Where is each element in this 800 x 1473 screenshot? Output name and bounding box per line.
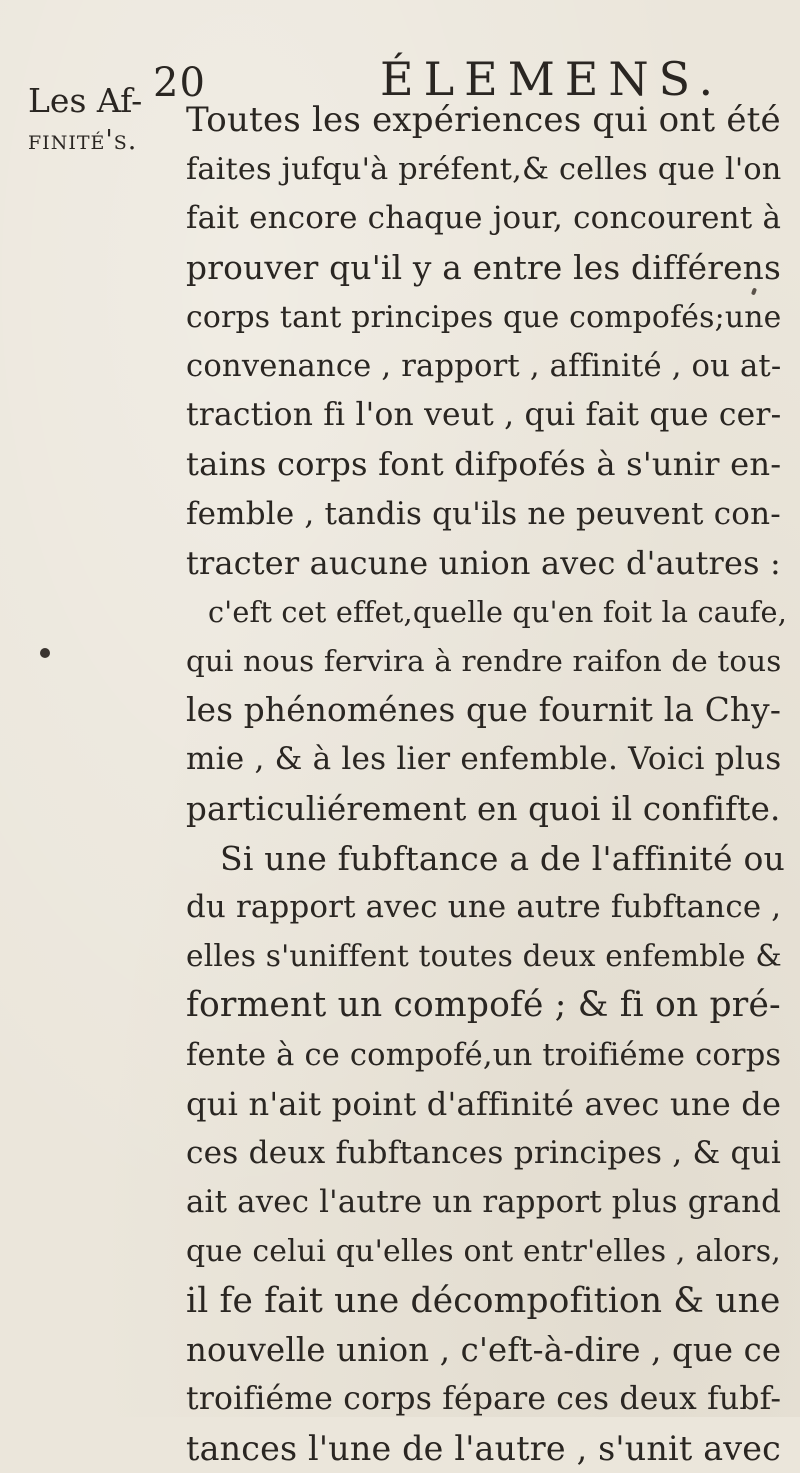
text-line: fait encore chaque jour, concourent à	[186, 200, 782, 237]
text-line: corps tant principes que compofés;une	[186, 299, 782, 335]
text-line: les phénoménes que fournit la Chy-	[186, 691, 782, 730]
marginal-note-line: finité's.	[28, 124, 138, 156]
text-line: mie , & à les lier enfemble. Voici plus	[186, 741, 782, 778]
text-line: Toutes les expériences qui ont été	[186, 100, 781, 140]
text-line: particuliérement en quoi il confifte.	[186, 789, 781, 828]
text-line: qui nous fervira à rendre raifon de tous	[186, 644, 782, 679]
text-line: ait avec l'autre un rapport plus grand	[186, 1184, 782, 1221]
page-number: 20	[153, 60, 206, 106]
body-text	[186, 96, 786, 1473]
paragraph-start-line: Si une fubftance a de l'affinité ou	[220, 838, 785, 878]
marginal-note	[28, 82, 143, 157]
text-line: convenance , rapport , affinité , ou at-	[186, 348, 782, 384]
text-line: fente à ce compofé,un troifiéme corps	[186, 1037, 782, 1073]
text-line: faites jufqu'à préfent,& celles que l'on	[186, 152, 782, 188]
text-line: tances l'une de l'autre , s'unit avec	[186, 1429, 782, 1469]
text-line: tains corps font difpofés à s'unir en-	[186, 445, 782, 484]
text-line: qui n'ait point d'affinité avec une de	[186, 1084, 782, 1123]
text-line: forment un compofé ; & fi on pré-	[186, 985, 781, 1026]
text-line: troifiéme corps fépare ces deux fubf-	[186, 1380, 782, 1417]
text-line: elles s'uniffent toutes deux enfemble &	[186, 939, 782, 974]
marginal-note-line: Les Af-	[28, 81, 143, 120]
text-line: ces deux fubftances principes , & qui	[186, 1134, 782, 1171]
text-line: traction fi l'on veut , qui fait que cer-	[186, 397, 782, 434]
text-line: c'eft cet effet,quelle qu'en foit la caufe,	[208, 594, 788, 629]
running-title: ÉLEMENS.	[380, 52, 724, 106]
text-line: femble , tandis qu'ils ne peuvent con-	[186, 495, 781, 532]
text-line: tracter aucune union avec d'autres :	[186, 543, 781, 582]
text-line: du rapport avec une autre fubftance ,	[186, 889, 782, 925]
text-line: que celui qu'elles ont entr'elles , alors,	[186, 1234, 781, 1270]
ink-spot	[40, 648, 50, 658]
text-line: prouver qu'il y a entre les différens	[186, 248, 782, 287]
text-line: il fe fait une décompofition & une	[186, 1280, 781, 1321]
text-line: nouvelle union , c'eft-à-dire , que ce	[186, 1330, 782, 1369]
